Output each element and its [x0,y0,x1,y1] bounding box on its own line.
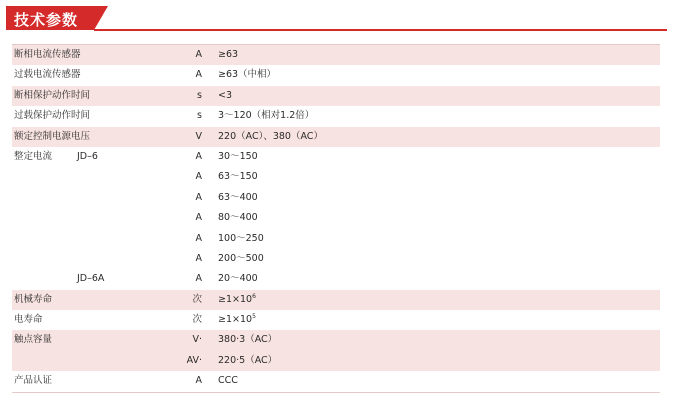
spec-value-text: <3 [218,89,233,101]
spec-unit: V [195,130,202,142]
spec-row [12,310,660,330]
spec-row [12,269,660,289]
spec-unit: A [195,212,202,224]
spec-value-text: 100～250 [218,232,264,244]
spec-value [218,310,256,330]
spec-row [12,106,660,126]
spec-row [12,44,660,65]
spec-value [218,147,258,167]
title-slant-decoration [94,6,108,30]
spec-row [12,290,660,310]
spec-unit: A [195,273,202,285]
spec-unit: A [195,150,202,162]
spec-value-text: 80～400 [218,212,258,224]
spec-unit: AV· [186,354,202,366]
section-header [0,0,673,34]
spec-value-text: ≥63（中相） [218,69,277,81]
spec-value-text: 20～400 [218,273,258,285]
spec-value [218,167,258,187]
spec-name: 断相保护动作时间 [14,89,91,101]
spec-row [12,86,660,106]
spec-value-text: 220（AC）、380（AC） [218,130,323,142]
spec-unit: A [195,375,202,387]
spec-value-text: 200～500 [218,252,264,264]
spec-value-text: 30～150 [218,150,258,162]
spec-unit: s [197,110,202,122]
spec-value-text: 63～400 [218,191,258,203]
spec-value-text: 63～150 [218,171,258,183]
spec-name: 产品认证 [14,375,53,387]
spec-value-text: ≥1×10 [218,314,253,326]
spec-name: 额定控制电源电压 [14,130,91,142]
spec-value [218,65,276,85]
spec-value-exponent: 6 [252,292,256,300]
spec-unit: 次 [192,293,202,305]
spec-value [218,229,264,249]
title-underline [94,29,667,31]
spec-value [218,330,277,350]
spec-row [12,65,660,85]
spec-row [12,167,660,187]
spec-value [218,269,258,289]
spec-name: 整定电流 [14,150,53,162]
spec-row [12,351,660,371]
spec-unit: A [195,252,202,264]
spec-name: 电寿命 [14,314,43,326]
spec-row [12,188,660,208]
section-title: 技术参数 [14,11,79,29]
spec-value-text: ≥63 [218,49,239,60]
spec-unit: A [195,69,202,81]
spec-row [12,249,660,269]
spec-table [12,44,660,392]
spec-value [218,290,256,310]
spec-name: 触点容量 [14,334,53,346]
spec-row [12,229,660,249]
spec-unit: A [195,191,202,203]
spec-name: 过载电流传感器 [14,69,81,81]
spec-value-exponent: 5 [252,313,256,321]
spec-value [218,371,238,391]
spec-value-text: CCC [218,375,238,387]
spec-value [218,45,238,65]
spec-name: 过载保护动作时间 [14,110,91,122]
spec-value-text: ≥1×10 [218,293,253,305]
table-bottom-border [12,392,660,393]
spec-model: JD–6 [77,150,98,162]
spec-row [12,371,660,391]
spec-unit: V· [192,334,202,346]
spec-value [218,188,258,208]
spec-unit: s [197,89,202,101]
spec-value-text: 3～120（相对1.2倍） [218,110,315,122]
spec-model: JD–6A [77,273,105,285]
spec-row [12,208,660,228]
spec-value-text: 220·5（AC） [218,354,278,366]
spec-unit: A [195,171,202,183]
spec-value [218,351,277,371]
spec-value [218,127,323,147]
spec-row [12,147,660,167]
spec-value [218,208,258,228]
spec-row [12,330,660,350]
spec-value [218,249,264,269]
spec-name: 机械寿命 [14,293,53,305]
spec-value-text: 380·3（AC） [218,334,278,346]
spec-unit: A [195,232,202,244]
spec-row [12,127,660,147]
spec-value [218,106,314,126]
spec-name: 断相电流传感器 [14,49,81,60]
spec-unit: 次 [192,314,202,326]
spec-unit: A [195,49,202,60]
spec-value [218,86,232,106]
